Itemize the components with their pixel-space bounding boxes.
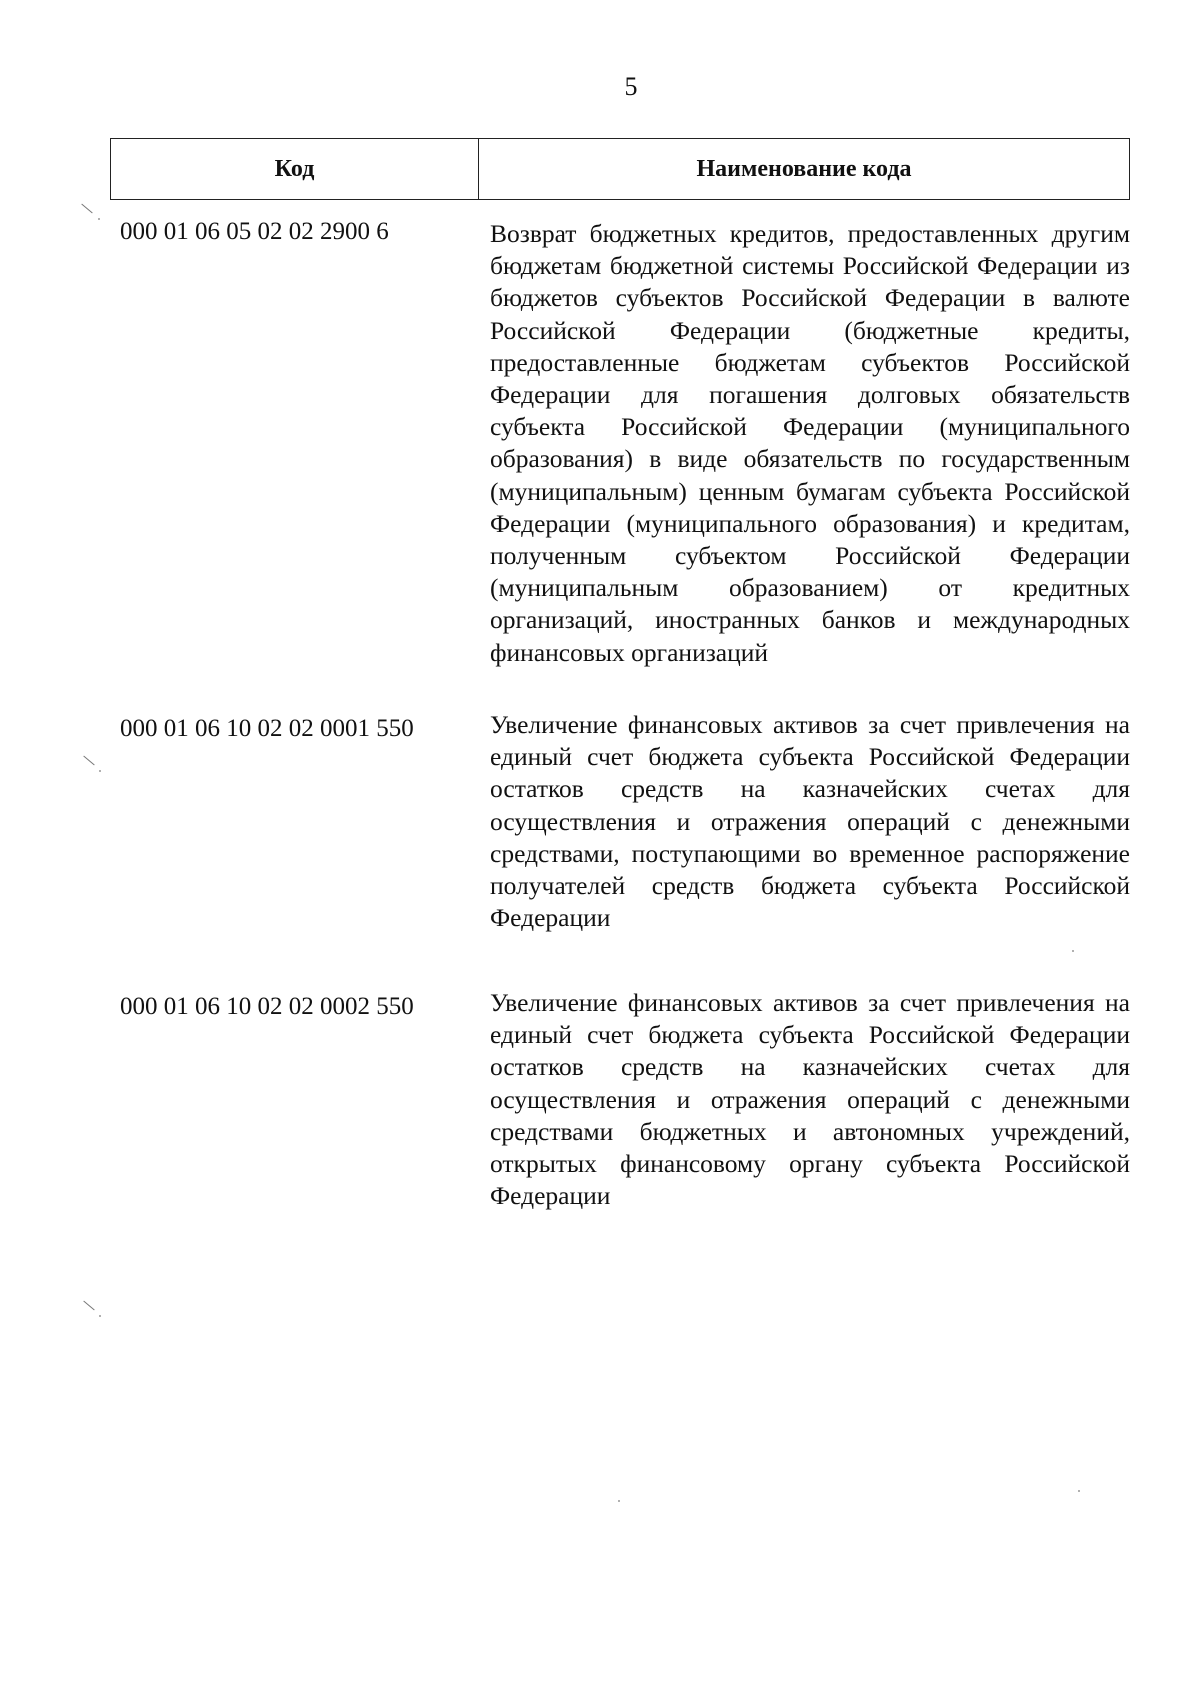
scan-dot [99,770,101,772]
row-code: 000 01 06 10 02 02 0001 550 [120,715,414,742]
scan-dot [1078,1490,1080,1492]
scan-mark [83,1301,94,1311]
row-name: Возврат бюджетных кредитов, предоставленных другим бюджетам бюджетной системы Российской Федерации из бюджетов субъектов Российской Федерации в валюте Российской Федерации (бюджетные кредиты, предоставленные бюджетам субъектов Российской Федерации для погашения долговых обязательств субъекта Российской Федерации (муниципального образования) в виде обязательств по государственным (муниципальным) ценным бумагам субъекта Российской Федерации (муниципального образования) и кредитам, полученным субъектом Российской Федерации (муниципальным образованием) от кредитных организаций, иностранных банков и международных финансовых организаций [490,219,1130,667]
scan-dot [618,1500,620,1502]
row-code: 000 01 06 10 02 02 0002 550 [120,993,414,1020]
scan-dot [99,1315,101,1317]
table-header [110,138,1130,200]
page-number: 5 [624,72,638,101]
row-code: 000 01 06 05 02 02 2900 6 [120,218,389,245]
header-code: Код [111,139,479,199]
row-name: Увеличение финансовых активов за счет привлечения на единый счет бюджета субъекта Российской Федерации остатков средств на казначейских счетах для осуществления и отражения операций с денежными средствами бюджетных и автономных учреждений, открытых финансовому органу субъекта Российской Федерации [490,988,1130,1211]
scan-dot [98,218,100,220]
scan-dot [1072,950,1074,952]
scan-mark [81,204,92,214]
header-name: Наименование кода [696,155,912,182]
scan-mark [83,756,94,766]
row-name: Увеличение финансовых активов за счет привлечения на единый счет бюджета субъекта Российской Федерации остатков средств на казначейских счетах для осуществления и отражения операций с денежными средствами, поступающими во временное распоряжение получателей средств бюджета субъекта Российской Федерации [490,710,1130,933]
